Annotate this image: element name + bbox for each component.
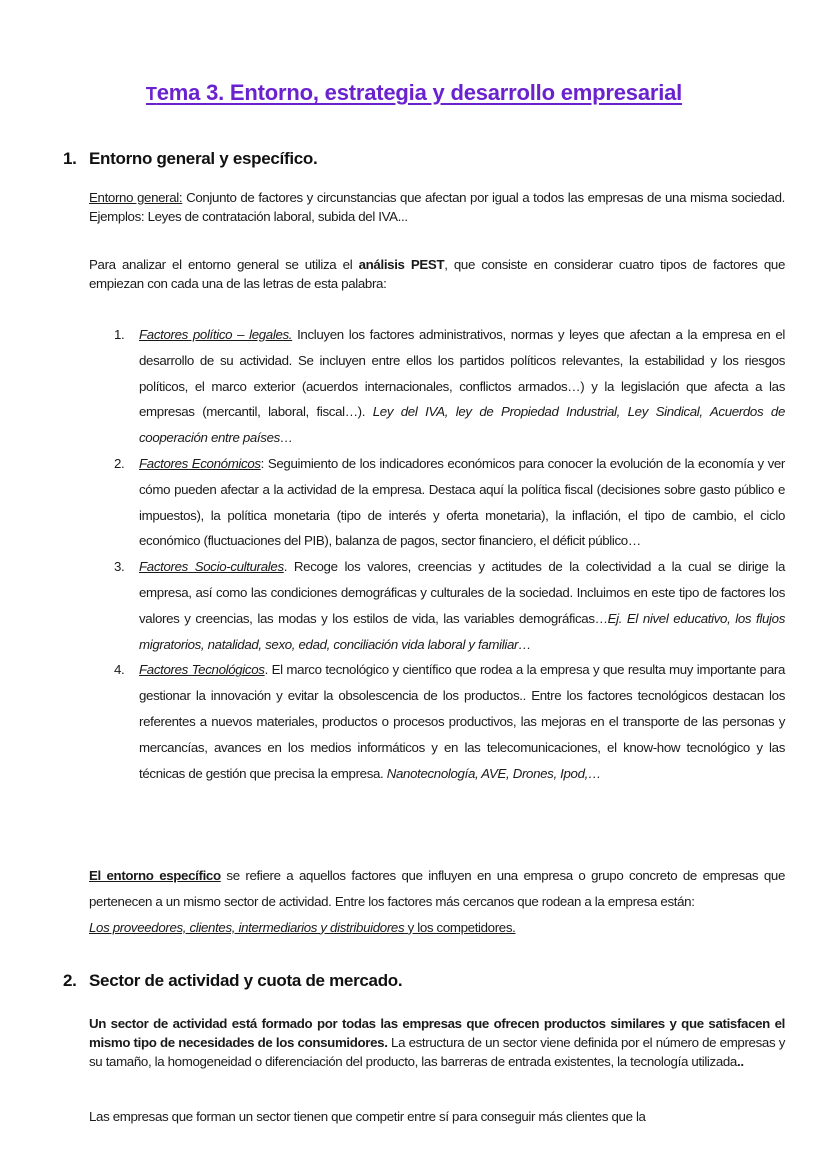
sector-definition-paragraph <box>89 1014 785 1071</box>
factor-label: Factores político – legales. <box>139 327 293 342</box>
section-1-heading <box>63 149 317 169</box>
list-item-factor-tecnologico <box>114 657 785 786</box>
pest-intro-paragraph <box>89 255 785 293</box>
factor-examples: Ej. El nivel educativo, los flujos migratorios, natalidad, sexo, edad, conciliación vida laboral y familiar… <box>139 610 786 652</box>
factor-label: Factores Económicos <box>139 455 261 471</box>
pest-intro-before: Para analizar el entorno general se utiliza el <box>89 257 359 272</box>
list-item-factor-sociocultural <box>114 554 785 657</box>
entorno-general-text: Conjunto de factores y circunstancias que afectan por igual a todos las empresas de una misma sociedad. Ejemplos: Leyes de contratación laboral, subida del IVA... <box>89 190 785 224</box>
entorno-especifico-actors: Los proveedores, clientes, intermediarios y distribuidores <box>89 919 405 935</box>
section-heading-text: Entorno general y específico. <box>89 149 318 168</box>
factor-text: : Seguimiento de los indicadores económicos para conocer la evolución de la economía y ver cómo pueden afectar a la actividad de la empresa. Destaca aquí la política fiscal (decisiones sobre gasto público e impuestos), la política monetaria (tipo de interés y oferta monetaria), la inflación, el tipo de cambio, el ciclo económico (fluctuaciones del PIB), balanza de pagos, sector financiero, el déficit público… <box>139 455 785 549</box>
entorno-especifico-label: El entorno específico <box>89 868 221 883</box>
list-item-factor-politico <box>114 322 785 451</box>
section-2-heading <box>63 971 402 991</box>
factor-examples: Ley del IVA, ley de Propiedad Industrial, Ley Sindical, Acuerdos de cooperación entre países… <box>139 404 785 446</box>
sector-definition-text: La estructura de un sector viene definida por el número de empresas y su tamaño, la homogeneidad o diferenciación del producto, las barreras de entrada existentes, la tecnología utilizada <box>89 1035 785 1069</box>
pest-factors-list <box>114 322 785 786</box>
factor-text: . Recoge los valores, creencias y actitudes de la colectividad a la cual se dirige la empresa, así como las condiciones demográficas y culturales de la sociedad. Incluimos en este tipo de factores los valores y creencias, las modas y los estilos de vida, las variables demográficas… <box>139 559 785 626</box>
list-number: 3. <box>114 559 125 575</box>
factor-label: Factores Tecnológicos <box>139 662 265 678</box>
entorno-especifico-text: se refiere a aquellos factores que influyen en una empresa o grupo concreto de empresas que pertenecen a un mismo sector de actividad. Entre los factores más cercanos que rodean a la empresa están: <box>89 868 785 909</box>
sector-definition-end: .. <box>736 1054 744 1069</box>
section-number: 1. <box>63 149 77 168</box>
entorno-especifico-paragraph <box>89 863 785 940</box>
list-number: 1. <box>114 327 125 342</box>
title-first-letter: T <box>145 84 157 104</box>
entorno-general-paragraph <box>89 188 785 226</box>
entorno-general-label: Entorno general: <box>89 190 183 205</box>
document-title <box>0 80 828 106</box>
factor-examples: Nanotecnología, AVE, Drones, Ipod,… <box>386 765 601 781</box>
list-item-factor-economico <box>114 451 785 554</box>
pest-intro-after: , que consiste en considerar cuatro tipos de factores que empiezan con cada una de las letras de esta palabra: <box>89 257 785 291</box>
sector-competition-paragraph <box>89 1107 785 1126</box>
list-number: 2. <box>114 455 125 471</box>
entorno-especifico-competitors: y los competidores. <box>404 919 516 935</box>
list-number: 4. <box>114 662 125 678</box>
factor-text: Incluyen los factores administrativos, normas y leyes que afectan a la empresa en el desarrollo de su actividad. Se incluyen entre ellos los partidos políticos relevantes, la estabilidad y los riesgos políticos, el marco exterior (acuerdos internacionales, conflictos armados…) y la legislación que afecta a las empresas (mercantil, laboral, fiscal…). <box>139 327 785 420</box>
sector-definition-bold: Un sector de actividad está formado por todas las empresas que ofrecen productos similares y que satisfacen el mismo tipo de necesidades de los consumidores. <box>89 1016 785 1050</box>
section-number: 2. <box>63 971 77 990</box>
title-text: ema 3. Entorno, estrategia y desarrollo empresarial <box>156 80 683 105</box>
pest-bold-term: análisis PEST <box>358 257 445 272</box>
sector-competition-text: Las empresas que forman un sector tienen que competir entre sí para conseguir más clientes que la <box>89 1109 646 1124</box>
section-heading-text: Sector de actividad y cuota de mercado. <box>89 971 403 990</box>
factor-label: Factores Socio-culturales <box>139 559 284 575</box>
factor-text: . El marco tecnológico y científico que rodea a la empresa y que resulta muy importante para gestionar la innovación y evitar la obsolescencia de los productos.. Entre los factores tecnológicos destacan los referentes a nuevos materiales, productos o procesos productivos, las mejoras en el transporte de las personas y mercancías, avances en los medios informáticos y en las telecomunicaciones, el know-how tecnológico y las técnicas de gestión que precisa la empresa. <box>139 662 786 781</box>
